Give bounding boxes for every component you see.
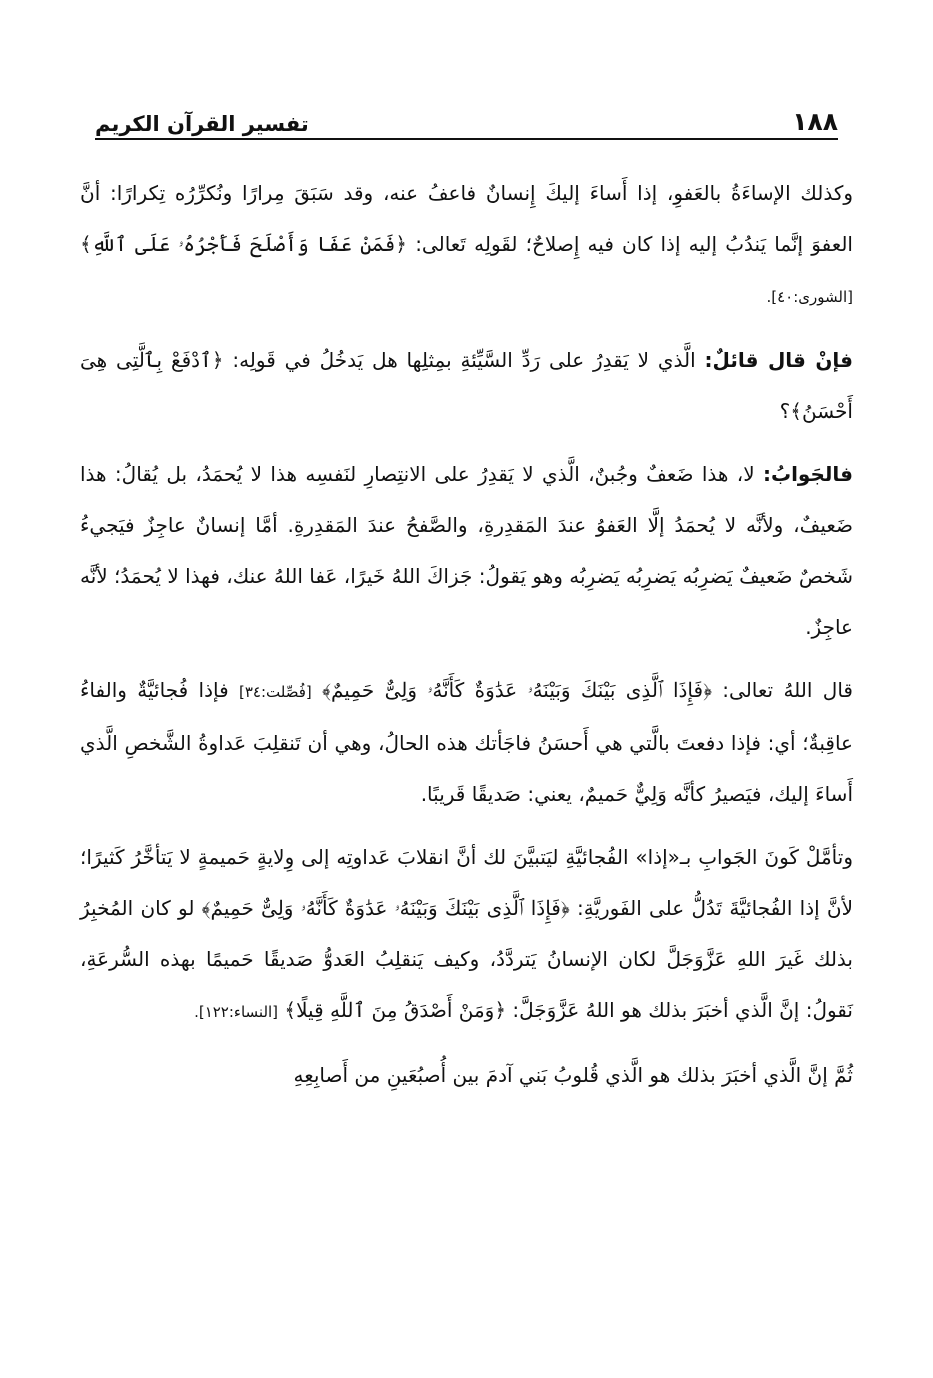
verse-reference: [النساء:١٢٢]. xyxy=(194,1003,279,1021)
body-text xyxy=(80,168,853,1113)
paragraph-text: الَّذي لا يَقدِرُ على رَدِّ السَّيِّئةِ بمِثلِها هل يَدخُلُ في قَولِه: xyxy=(232,348,696,372)
page-header xyxy=(95,96,838,136)
paragraph-text: وكذلك الإساءَةُ بالعَفوِ، إذا أَساءَ إليكَ إِنسانٌ فاعفُ عنه، وقد سَبَقَ مِرارًا ونُكرِّرُه تِكرارًا: أنَّ العفوَ إنَّما يَندُبُ إليه إذا كان فيه إِصلاحٌ؛ لقَولِه تَعالى: xyxy=(80,181,853,256)
paragraph-5 xyxy=(80,832,853,1038)
paragraph-text: ثُمَّ إنَّ الَّذي أخبَرَ بذلك هو الَّذي قُلوبُ بَني آدمَ بين أُصبُعَينِ من أَصابِعِهِ xyxy=(293,1063,853,1087)
paragraph-tail: لو كان المُخبِرُ بذلك غَيرَ اللهِ عَزَّوَجَلَّ لكان الإنسانُ يَتردَّدُ، وكيف يَنقلِبُ العَدوُّ صَديقًا حَميمًا بهذه السُّرعَةِ، نَقولُ: إنَّ الَّذي أخبَرَ بذلك هو اللهُ عَزَّوَجَلَّ: xyxy=(80,896,853,1022)
verse-reference: [الشورى:٤٠]. xyxy=(766,288,853,306)
paragraph-text: قال اللهُ تعالى: xyxy=(722,678,853,702)
verse-reference: [فُصِّلت:٣٤] xyxy=(239,683,312,701)
paragraph-text: وتأمَّلْ كَونَ الجَوابِ بـ«إذا» الفُجائيَّةِ ليَتبيَّنَ لك أنَّ انقلابَ عَداوتِه إلى وِلايةٍ حَميمةٍ لا يَتأخَّرُ كَثيرًا؛ لأنَّ إذا الفُجائيَّةَ تَدُلُّ على الفَوريَّةِ: xyxy=(80,845,854,920)
quran-verse: ﴿ٱدْفَعْ بِٱلَّتِى هِىَ أَحْسَنُ﴾ xyxy=(80,348,853,423)
paragraph-2 xyxy=(80,335,853,437)
paragraph-tail: فإذا فُجائيَّةٌ والفاءُ عاقِبةٌ؛ أي: فإذا دفعتَ بالَّتي هي أَحسَنُ فاجَأتك هذه الحالُ، وهي أن تَنقلِبَ عَداوةُ الشَّخصِ الَّذي أَساءَ إليك، فيَصيرُ كأنَّه وَلِيٌّ حَميمٌ، يعني: صَديقًا قَريبًا. xyxy=(80,678,853,806)
quran-verse-2: ﴿وَمَنْ أَصْدَقُ مِنَ ٱللَّهِ قِيلًا﴾ xyxy=(284,998,507,1022)
paragraph-lead: فالجَوابُ: xyxy=(762,462,854,486)
paragraph-4 xyxy=(80,665,853,820)
page-number: ١٨٨ xyxy=(792,107,838,136)
paragraph-1 xyxy=(80,168,853,323)
paragraph-3 xyxy=(80,449,853,653)
header-divider xyxy=(95,138,838,140)
paragraph-text: لا، هذا ضَعفٌ وجُبنٌ، الَّذي لا يَقدِرُ على الانتِصارِ لنَفسِه هذا لا يُحمَدُ، بل يُقالُ: هذا ضَعيفٌ، ولأنَّه لا يُحمَدُ إلَّا العَفوُ عندَ المَقدِرةِ، والصَّفحُ عندَ المَقدِرةِ. أمَّا إنسانٌ عاجِزٌ فيَجيءُ شَخصٌ ضَعيفٌ يَضرِبُه يَضرِبُه يَضرِبُه وهو يَقولُ: جَزاكَ اللهُ خَيرًا، عَفا اللهُ عنك، فهذا لا يُحمَدُ؛ لأنَّه عاجِزٌ. xyxy=(80,462,853,639)
quran-verse: ﴿فَمَنْ عَفَا وَأَصْلَحَ فَأَجْرُهُۥ عَلَى ٱللَّهِ﴾ xyxy=(80,232,408,256)
paragraph-6 xyxy=(80,1050,853,1101)
quran-verse: ﴿فَإِذَا ٱلَّذِى بَيْنَكَ وَبَيْنَهُۥ عَدَٰوَةٌ كَأَنَّهُۥ وَلِىٌّ حَمِيمٌ﴾ xyxy=(201,896,570,920)
quran-verse: ﴿فَإِذَا ٱلَّذِى بَيْنَكَ وَبَيْنَهُۥ عَدَٰوَةٌ كَأَنَّهُۥ وَلِىٌّ حَمِيمٌ﴾ xyxy=(322,678,712,702)
paragraph-tail: ؟ xyxy=(779,399,791,423)
running-title: تفسير القرآن الكريم xyxy=(95,112,309,136)
paragraph-lead: فإنْ قال قائلٌ: xyxy=(704,348,853,372)
